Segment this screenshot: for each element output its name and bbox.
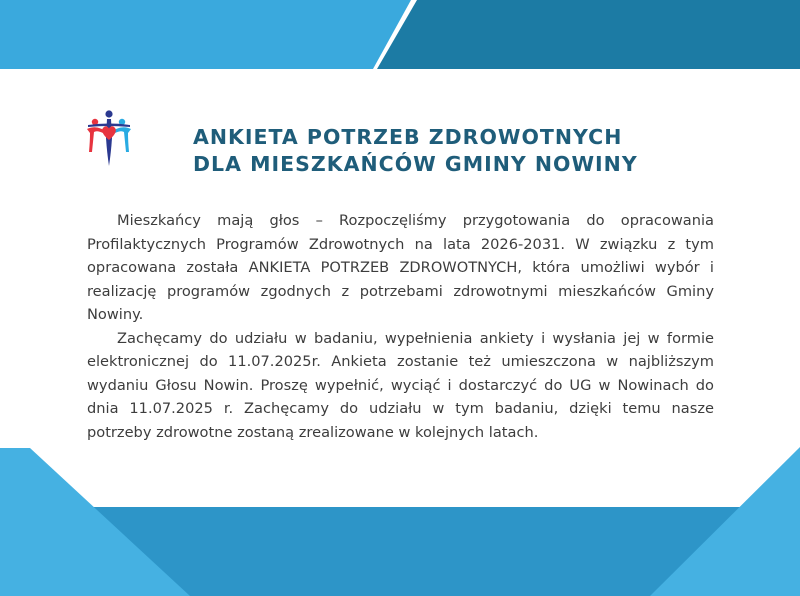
title-line-2: DLA MIESZKAŃCÓW GMINY NOWINY [193, 152, 638, 176]
title-line-1: ANKIETA POTRZEB ZDROWOTNYCH [193, 125, 623, 149]
paragraph-2: Zachęcamy do udziału w badaniu, wypełnienia ankiety i wysłania jej w formie elektronicznej do 11.07.2025r. Ankieta zostanie też umieszczona w najbliższym wydaniu Głosu Nowin. Proszę wypełnić, wyciąć i dostarczyć do UG w Nowinach do dnia 11.07.2025 r. Zachęcamy do udziału w tym badaniu, dzięki temu nasze potrzeby zdrowotne zostaną zrealizowane w kolejnych latach. [87, 329, 714, 441]
announcement-body [87, 209, 714, 444]
paragraph-1: Mieszkańcy mają głos – Rozpoczęliśmy przygotowania do opracowania Profilaktycznych Programów Zdrowotnych na lata 2026-2031. W związku z tym opracowana została ANKIETA POTRZEB ZDROWOTNYCH, która umożliwi wybór i realizację programów zgodnych z potrzebami zdrowotnymi mieszkańców Gminy Nowiny. [87, 212, 714, 323]
health-figures-heart-logo-icon [84, 108, 134, 168]
top-left-band [0, 0, 411, 69]
top-right-band [377, 0, 800, 69]
page-title [193, 124, 713, 178]
